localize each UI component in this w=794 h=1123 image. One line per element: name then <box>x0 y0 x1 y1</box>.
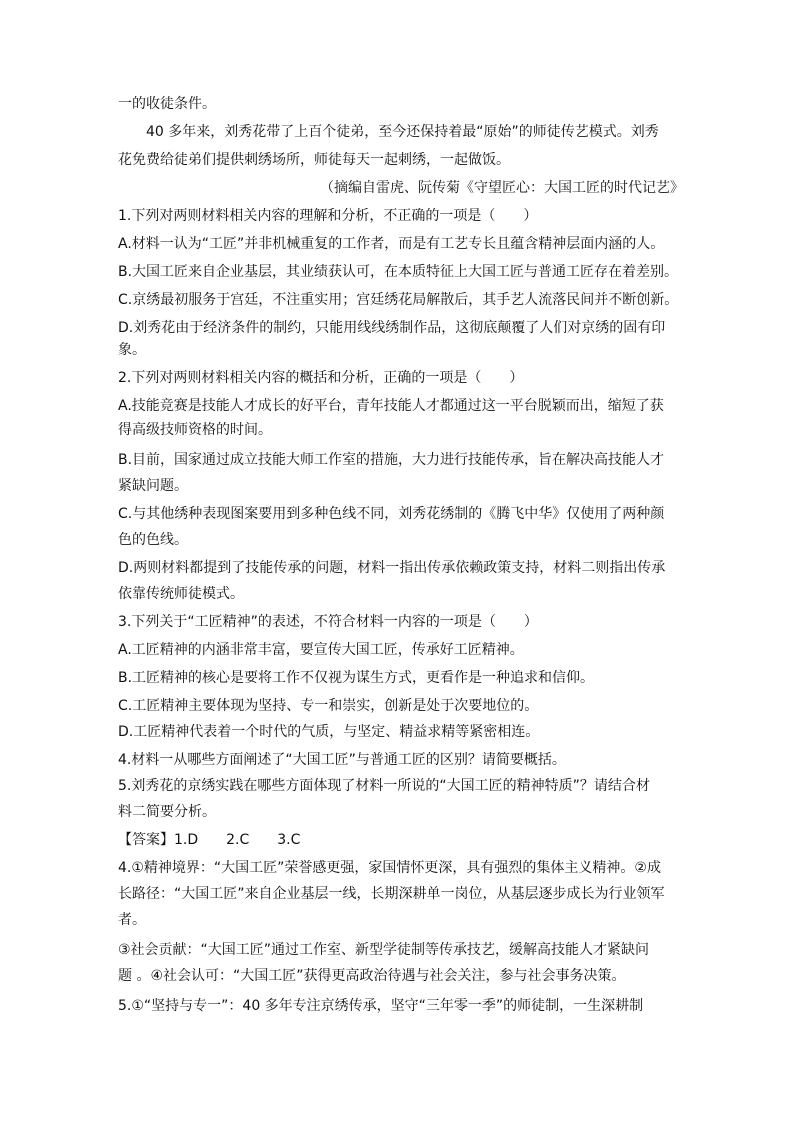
option-text: C.京绣最初服务于宫廷，不注重实用；宫廷绣花局解散后，其手艺人流落民间并不断创新。 <box>118 292 679 308</box>
option-text: C.工匠精神主要体现为坚持、专一和崇实，创新是处于次要地位的。 <box>118 698 539 714</box>
answer-5: 5.①“坚持与专一”：40 多年专注京绣传承，坚守“三年零一季”的师徒制，一生深耕制 <box>118 998 644 1014</box>
option-text: C.与其他绣种表现图案要用到多种色线不同，刘秀花绣制的《腾飞中华》仅使用了两种颜 <box>118 506 665 522</box>
text-line: 一的收徒条件。 <box>118 96 216 112</box>
option-text: 象。 <box>118 342 146 358</box>
answer-4: 长路径：“大国工匠”来自企业基层一线，长期深耕单一岗位，从基层逐步成长为行业领军 <box>118 886 665 902</box>
answer-key: 【答案】1.D 2.C 3.C <box>118 832 301 848</box>
option-text: A.材料一认为“工匠”并非机械重复的工作者，而是有工艺专长且蕴含精神层面内涵的人。 <box>118 236 665 252</box>
question-3: 3.下列关于“工匠精神”的表述，不符合材料一内容的一项是（ ） <box>118 614 538 630</box>
option-text: 色的色线。 <box>118 532 188 548</box>
answer-4: 4.①精神境界：“大国工匠”荣誉感更强，家国情怀更深，具有强烈的集体主义精神。②成 <box>118 860 661 876</box>
question-5: 料二简要分析。 <box>118 804 216 820</box>
text-line: 40 多年来，刘秀花带了上百个徒弟，至今还保持着最“原始”的师徒传艺模式。刘秀 <box>146 124 659 140</box>
option-text: B.大国工匠来自企业基层，其业绩获认可，在本质特征上大国工匠与普通工匠存在着差别。 <box>118 264 679 280</box>
text-line: 花免费给徒弟们提供刺绣场所，师徒每天一起刺绣，一起做饭。 <box>118 152 510 168</box>
question-1: 1.下列对两则材料相关内容的理解和分析，不正确的一项是（ ） <box>118 208 538 224</box>
option-text: 紧缺问题。 <box>118 478 188 494</box>
option-text: D.两则材料都提到了技能传承的问题，材料一指出传承依赖政策支持，材料二则指出传承 <box>118 560 666 576</box>
option-text: D.工匠精神代表着一个时代的气质，与坚定、精益求精等紧密相连。 <box>118 724 540 740</box>
source-citation: （摘编自雷虎、阮传菊《守望匠心：大国工匠的时代记艺》 <box>320 180 684 196</box>
question-2: 2.下列对两则材料相关内容的概括和分析，正确的一项是（ ） <box>118 370 524 386</box>
answer-4: ③社会贡献：“大国工匠”通过工作室、新型学徒制等传承技艺，缓解高技能人才紧缺问 <box>118 942 650 958</box>
option-text: A.技能竞赛是技能人才成长的好平台，青年技能人才都通过这一平台脱颖而出，缩短了获 <box>118 398 664 414</box>
option-text: B.工匠精神的核心是要将工作不仅视为谋生方式，更看作是一种追求和信仰。 <box>118 670 595 686</box>
option-text: 得高级技师资格的时间。 <box>118 422 272 438</box>
answer-4: 者。 <box>118 912 146 928</box>
option-text: D.刘秀花由于经济条件的制约，只能用线线绣制作品，这彻底颠覆了人们对京绣的固有印 <box>118 320 666 336</box>
answer-4: 题 。④社会认可：“大国工匠”获得更高政治待遇与社会关注，参与社会事务决策。 <box>118 968 626 984</box>
question-4: 4.材料一从哪些方面阐述了“大国工匠”与普通工匠的区别？请简要概括。 <box>118 752 566 768</box>
option-text: 依靠传统师徒模式。 <box>118 586 244 602</box>
option-text: B.目前，国家通过成立技能大师工作室的措施，大力进行技能传承，旨在解决高技能人才 <box>118 452 665 468</box>
option-text: A.工匠精神的内涵非常丰富，要宣传大国工匠，传承好工匠精神。 <box>118 642 524 658</box>
question-5: 5.刘秀花的京绣实践在哪些方面体现了材料一所说的“大国工匠的精神特质”？请结合材 <box>118 778 650 794</box>
